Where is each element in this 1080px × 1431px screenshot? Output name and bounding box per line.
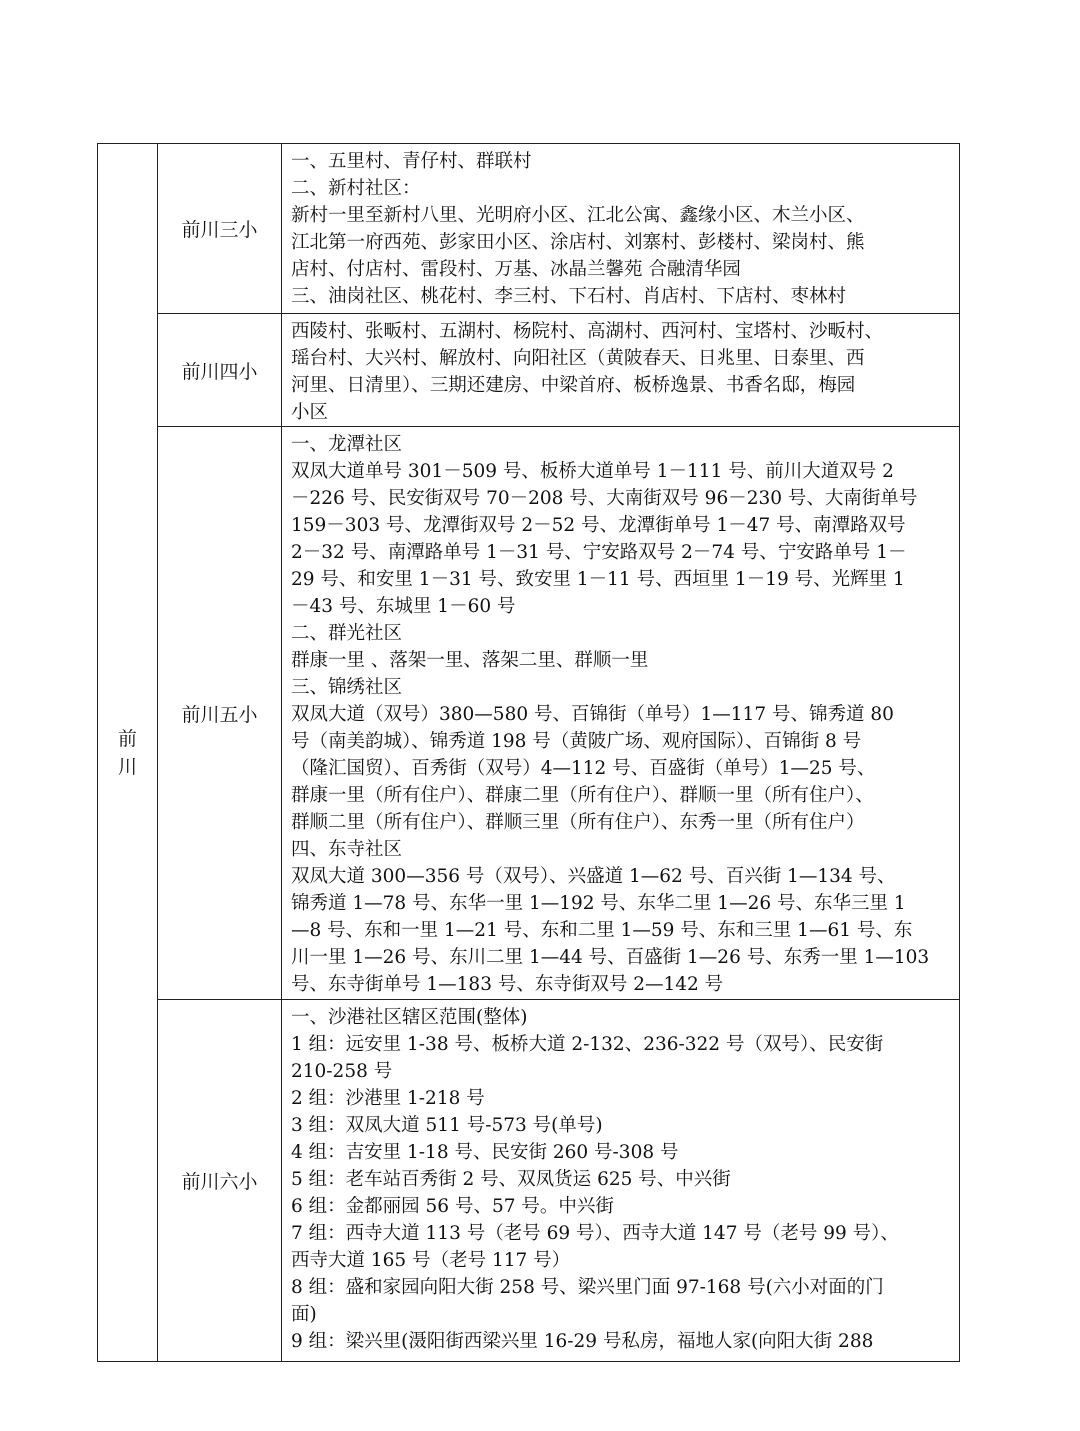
- content-line: 河里、日清里）、三期还建房、中梁首府、板桥逸景、书香名邸，梅园: [291, 375, 856, 396]
- content-line: 双凤大道（双号）380—580 号、百锦街（单号）1—117 号、锦秀道 80: [291, 704, 894, 725]
- school-name: 前川六小: [158, 1000, 282, 1362]
- catchment-content: [282, 1000, 960, 1362]
- content-line: 瑶台村、大兴村、解放村、向阳社区（黄陂春天、日兆里、日泰里、西: [291, 348, 865, 369]
- content-line: 双凤大道 300—356 号（双号）、兴盛道 1—62 号、百兴街 1—134 号、: [291, 866, 896, 887]
- school-zone-table: [97, 143, 960, 1362]
- content-line: 新村一里至新村八里、光明府小区、江北公寓、鑫缘小区、木兰小区、: [291, 205, 865, 226]
- content-line: 群康一里（所有住户）、群康二里（所有住户）、群顺一里（所有住户）、: [291, 785, 874, 806]
- table-row: [98, 144, 960, 314]
- content-line: 7 组：西寺大道 113 号（老号 69 号）、西寺大道 147 号（老号 99 号）、: [291, 1223, 899, 1244]
- content-line: 一、龙潭社区: [291, 434, 403, 455]
- catchment-content: [282, 314, 960, 427]
- content-line: 2 组：沙港里 1-218 号: [291, 1088, 485, 1109]
- school-name: 前川五小: [158, 427, 282, 1000]
- content-line: 9 组：梁兴里(滠阳街西梁兴里 16-29 号私房，福地人家(向阳大街 288: [291, 1331, 874, 1352]
- content-line: 店村、付店村、雷段村、万基、冰晶兰馨苑 合融清华园: [291, 259, 741, 280]
- content-line: 三、锦绣社区: [291, 677, 403, 698]
- content-line: 三、油岗社区、桃花村、李三村、下石村、肖店村、下店村、枣林村: [291, 286, 847, 307]
- content-line: 四、东寺社区: [291, 839, 403, 860]
- district-cell: [98, 144, 158, 1362]
- content-line: 江北第一府西苑、彭家田小区、涂店村、刘寨村、彭楼村、梁岗村、熊: [291, 232, 865, 253]
- content-line: 号（南美韵城）、锦秀道 198 号（黄陂广场、观府国际）、百锦街 8 号: [291, 731, 862, 752]
- content-line: 二、新村社区：: [291, 178, 421, 199]
- content-line: 双凤大道单号 301－509 号、板桥大道单号 1－111 号、前川大道双号 2: [291, 461, 894, 482]
- table-row: [98, 427, 960, 1000]
- content-line: 8 组：盛和家园向阳大街 258 号、梁兴里门面 97-168 号(六小对面的门: [291, 1277, 884, 1298]
- catchment-content: [282, 427, 960, 1000]
- district-char-2: 川: [117, 755, 137, 778]
- content-line: 群康一里 、落架一里、落架二里、群顺一里: [291, 650, 649, 671]
- school-name: 前川四小: [158, 314, 282, 427]
- content-line: （隆汇国贸）、百秀街（双号）4—112 号、百盛街（单号）1—25 号、: [291, 758, 876, 779]
- content-line: 群顺二里（所有住户）、群顺三里（所有住户）、东秀一里（所有住户）: [291, 812, 865, 833]
- content-line: 159－303 号、龙潭街双号 2－52 号、龙潭街单号 1－47 号、南潭路双号: [291, 515, 906, 536]
- content-line: 5 组：老车站百秀街 2 号、双凤货运 625 号、中兴街: [291, 1169, 731, 1190]
- content-line: 二、群光社区: [291, 623, 403, 644]
- content-line: 一、五里村、青仔村、群联村: [291, 151, 532, 172]
- content-line: 川一里 1—26 号、东川二里 1—44 号、百盛街 1—26 号、东秀一里 1—103: [291, 947, 930, 968]
- table-row: [98, 314, 960, 427]
- content-line: －226 号、民安街双号 70－208 号、大南街双号 96－230 号、大南街单号: [291, 488, 918, 509]
- school-name: 前川三小: [158, 144, 282, 314]
- catchment-content: [282, 144, 960, 314]
- content-line: 一、沙港社区辖区范围(整体): [291, 1007, 528, 1028]
- content-line: 29 号、和安里 1－31 号、致安里 1－11 号、西垣里 1－19 号、光辉里 1: [291, 569, 905, 590]
- content-line: 西寺大道 165 号（老号 117 号）: [291, 1250, 571, 1271]
- content-line: —8 号、东和一里 1—21 号、东和二里 1—59 号、东和三里 1—61 号、东: [291, 920, 913, 941]
- content-line: 4 组：吉安里 1-18 号、民安街 260 号-308 号: [291, 1142, 679, 1163]
- content-line: 1 组：远安里 1-38 号、板桥大道 2-132、236-322 号（双号）、民安街: [291, 1034, 884, 1055]
- content-line: 2－32 号、南潭路单号 1－31 号、宁安路双号 2－74 号、宁安路单号 1－: [291, 542, 907, 563]
- content-line: 6 组：金都丽园 56 号、57 号。中兴街: [291, 1196, 614, 1217]
- content-line: 号、东寺街单号 1—183 号、东寺街双号 2—142 号: [291, 974, 724, 995]
- table-row: [98, 1000, 960, 1362]
- content-line: 210-258 号: [291, 1061, 393, 1082]
- content-line: －43 号、东城里 1－60 号: [291, 596, 516, 617]
- district-char-1: 前: [117, 727, 137, 750]
- content-line: 西陵村、张畈村、五湖村、杨院村、高湖村、西河村、宝塔村、沙畈村、: [291, 321, 884, 342]
- content-line: 3 组：双凤大道 511 号-573 号(单号): [291, 1115, 603, 1136]
- content-line: 锦秀道 1—78 号、东华一里 1—192 号、东华二里 1—26 号、东华三里 1: [291, 893, 906, 914]
- content-line: 面): [291, 1304, 317, 1325]
- content-line: 小区: [291, 402, 329, 423]
